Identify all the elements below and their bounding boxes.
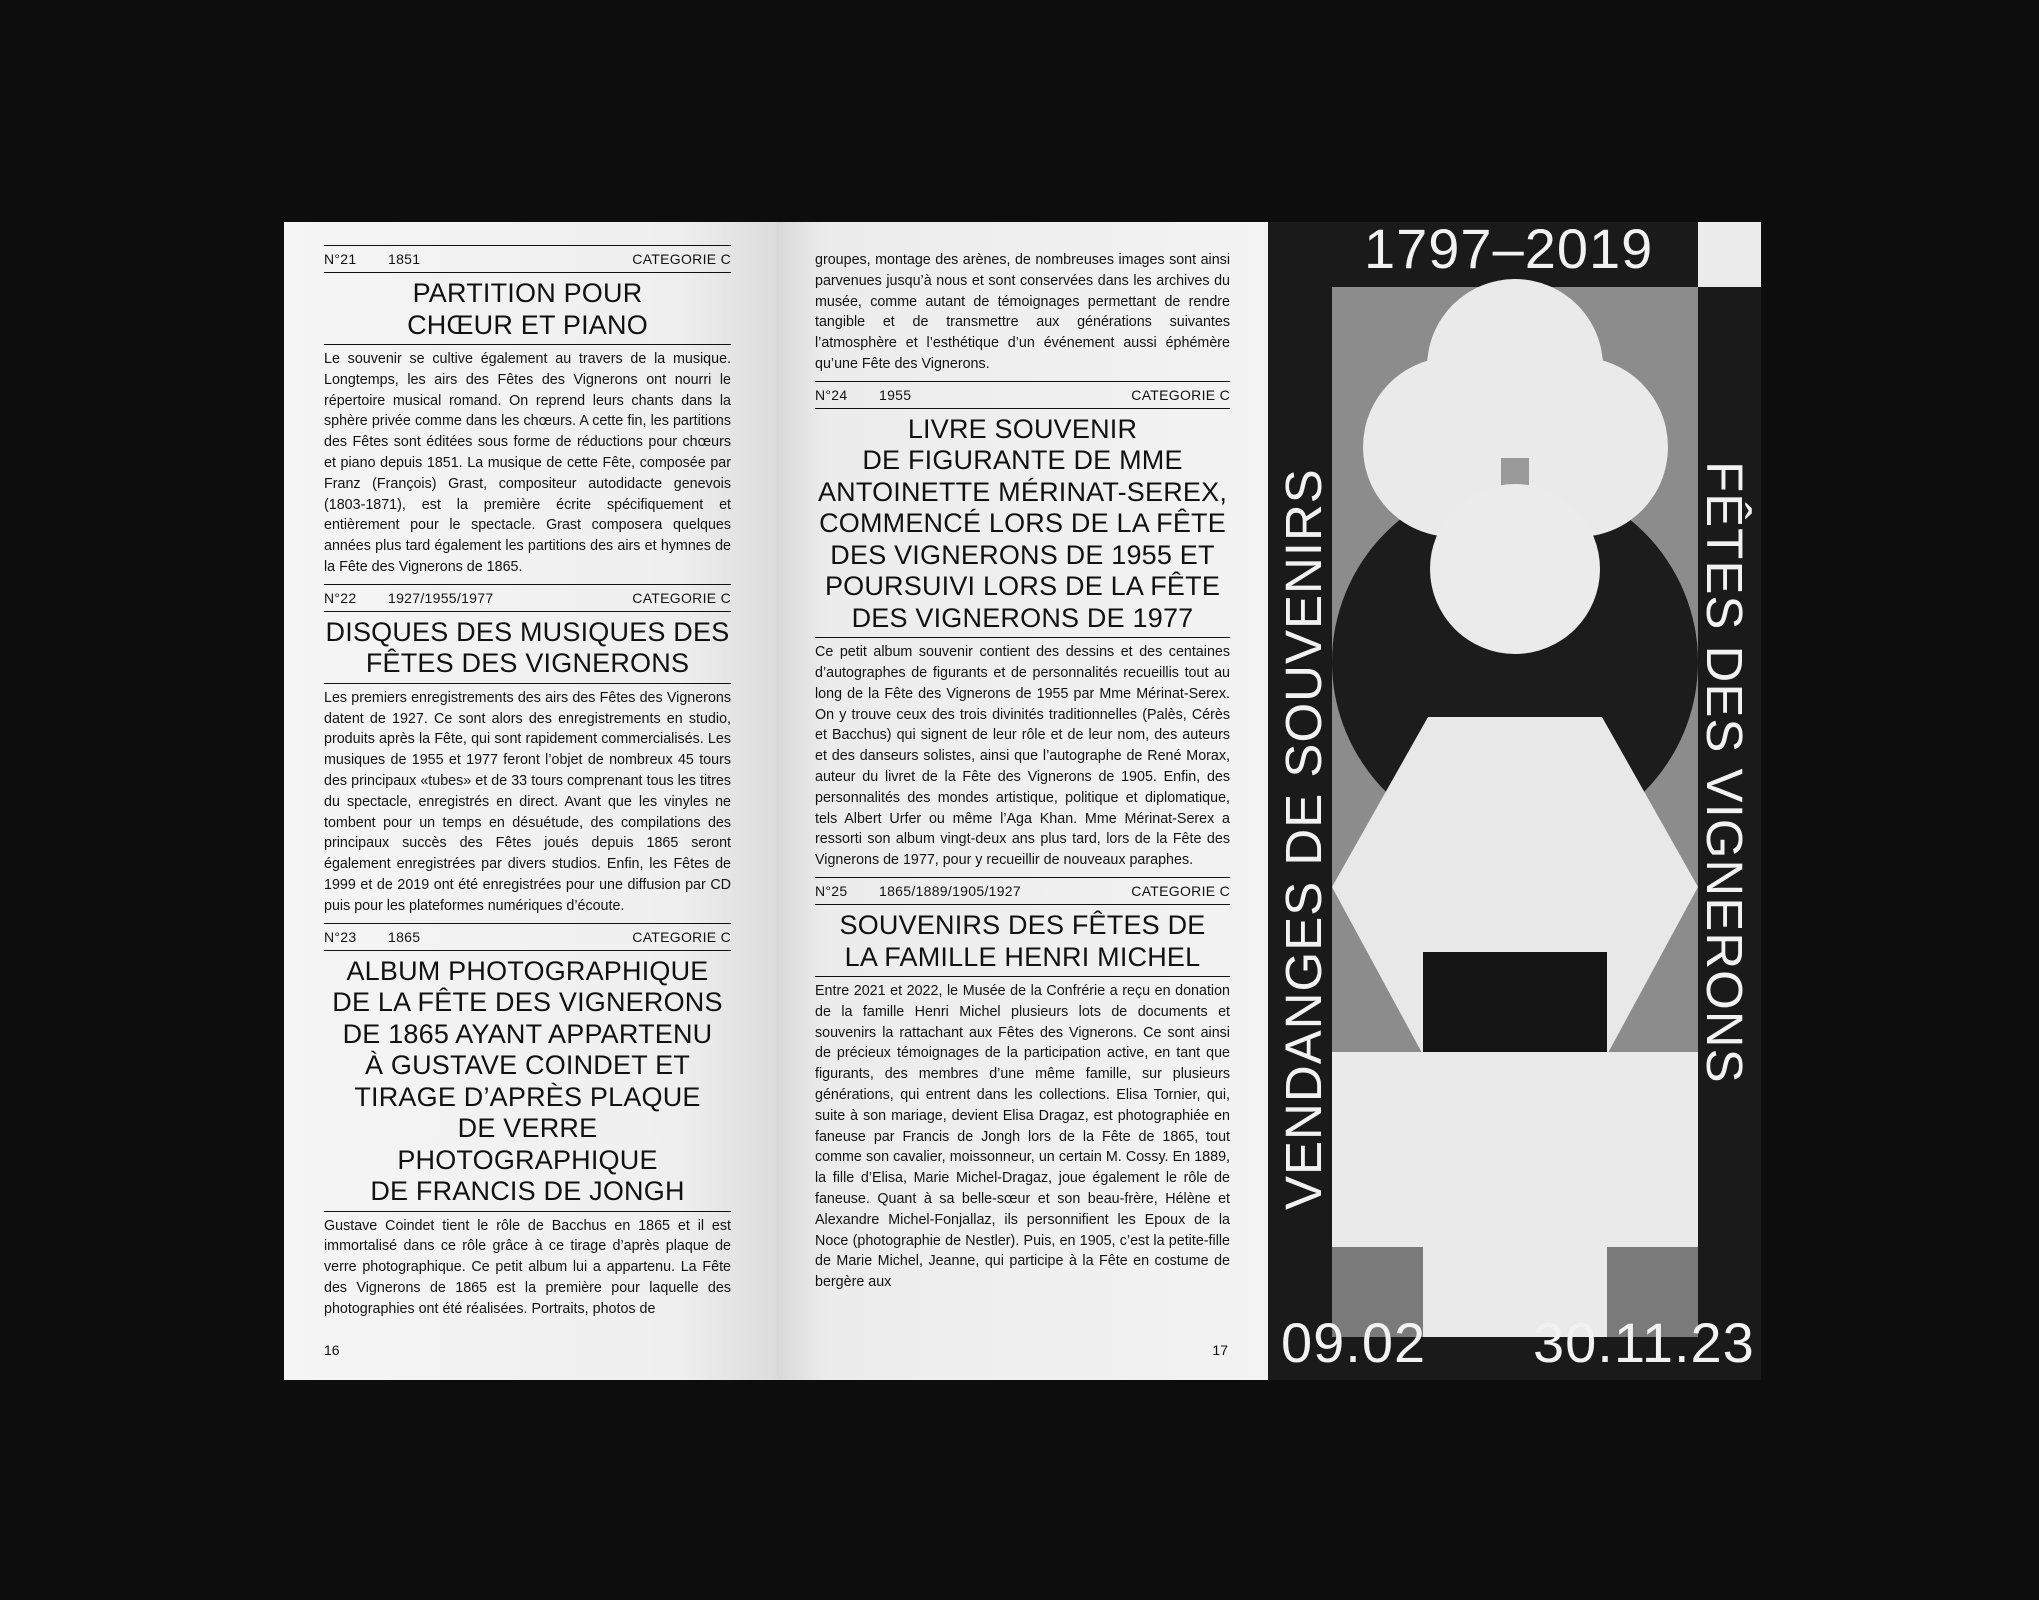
entry-year: 1851 [388, 251, 421, 267]
divider [324, 683, 731, 684]
entry-category: CATEGORIE C [632, 928, 731, 945]
white-band [1332, 1052, 1698, 1247]
entry-22 [324, 584, 731, 917]
divider [324, 1211, 731, 1212]
page-number: 17 [1212, 1342, 1228, 1358]
entry-category: CATEGORIE C [632, 589, 731, 606]
entry-title: DISQUES DES MUSIQUES DES FÊTES DES VIGNERONS [325, 616, 730, 679]
entry-title: ALBUM PHOTOGRAPHIQUE DE LA FÊTE DES VIGNERONS DE 1865 AYANT APPARTENU À GUSTAVE COINDET ET TIRAGE D’APRÈS PLAQUE DE VERRE PHOTOGRAPHIQUE DE FRANCIS DE JONGH [332, 955, 723, 1207]
cover-date-start: 09.02 [1281, 1311, 1427, 1374]
entry-body: Ce petit album souvenir contient des dessins et des centaines d’autographes de figurants et de personnalités recueillis tout au long de la Fête des Vignerons de 1955 par Mme Mérinat-Serex. On y trouve ceux des trois divinités traditionnelles (Palès, Cérès et Bacchus) qui signent de leur rôle et de leur nom, des auteurs et des danseurs solistes, ainsi que l’autographe de René Morax, auteur du livret de la Fête des Vignerons de 1905. Enfin, des personnalités des mondes artistique, politique et diplomatique, tels Albert Urfer ou même l’Aga Khan. Mme Mérinat-Serex a ressorti son album vingt-deux ans plus tard, lors de la Fête des Vignerons de 1977, pour y recueillir de nouveaux paraphes. [815, 644, 1230, 869]
entry-year: 1865/1889/1905/1927 [879, 883, 1021, 900]
entry-number: N°24 [815, 386, 848, 403]
left-page [284, 222, 777, 1380]
right-page [777, 222, 1268, 1380]
entry-24 [815, 381, 1230, 871]
entry-header [815, 381, 1230, 409]
corner-square [1698, 222, 1761, 287]
entry-category: CATEGORIE C [1131, 883, 1230, 900]
entry-title: PARTITION POUR CHŒUR ET PIANO [407, 278, 648, 340]
entry-number: N°23 [324, 928, 357, 945]
entry-header [815, 877, 1230, 905]
black-rectangle [1423, 952, 1607, 1052]
page-number: 16 [324, 1342, 340, 1358]
entry-category: CATEGORIE C [632, 251, 731, 267]
white-circle [1430, 484, 1600, 654]
entry-body: Les premiers enregistrements des airs des Fêtes des Vignerons datent de 1927. Ce sont alors des enregistrements en studio, produits après la Fête, qui sont rapidement commercialisés. Les musiques de 1955 et 1977 feront l’objet de nombreux 45 tours des principaux «tubes» et de 33 tours comprenant tous les titres du spectacle, enregistrés en direct. Avant que les vinyles ne tombent pour un temps en désuétude, des compilations des principaux succès des Fêtes joués depuis 1865 seront également enregistrées par divers studios. Enfin, les Fêtes de 1999 et de 2019 ont été enregistrées pour une diffusion par CD puis pour les plateformes numériques d’écoute. [324, 689, 731, 914]
entry-number: N°22 [324, 589, 357, 606]
entry-title: SOUVENIRS DES FÊTES DE LA FAMILLE HENRI MICHEL [839, 910, 1206, 972]
entry-header [324, 584, 731, 612]
entry-23 [324, 923, 731, 1320]
geometric-artwork [1268, 222, 1761, 1380]
divider [815, 637, 1230, 638]
entry-body: Gustave Coindet tient le rôle de Bacchus en 1865 et il est immortalisé dans ce rôle grâce à ce tirage d’après plaque de verre photographique. Ce petit album lui a appartenu. La Fête des Vignerons de 1865 est la première pour laquelle des photographies ont été réalisées. Portraits, photos de [324, 1217, 731, 1317]
continued-text: groupes, montage des arènes, de nombreuses images sont ainsi parvenues jusqu’à nous et sont conservées dans les archives du musée, comme autant de témoignages permettant de rendre tangible et de transmettre aux générations suivantes l’atmosphère et l’esthétique d’un événement aussi éphémère qu’une Fête des Vignerons. [815, 252, 1230, 372]
entry-year: 1927/1955/1977 [388, 589, 494, 606]
entry-body: Entre 2021 et 2022, le Musée de la Confrérie a reçu en donation de la famille Henri Michel plusieurs lots de documents et souvenirs la rattachant aux Fêtes des Vignerons. Ce sont ainsi de précieux témoignages de la participation active, en tant que figurants, des membres d’une même famille, sur plusieurs générations, qui entrent dans les collections. Elisa Tornier, qui, suite à son mariage, devient Elisa Dragaz, est photographiée en faneuse par Francis de Jongh lors de la Fête de 1865, tout comme son cavalier, moissonneur, un certain M. Cossy. En 1889, la fille d’Elisa, Marie Michel-Dragaz, joue également le rôle de faneuse. Quant à sa belle-sœur et son beau-frère, Hélène et Alexandre Michel-Fonjallaz, ils personnifient les Epoux de la Noce (photographie de Nestler). Puis, en 1905, c’est la petite-fille de Marie Michel, Jeanne, qui participe à la Fête en costume de bergère aux [815, 983, 1230, 1291]
entry-25 [815, 877, 1230, 1293]
entry-number: N°25 [815, 883, 848, 900]
divider [815, 976, 1230, 977]
divider [324, 344, 731, 345]
entry-21 [324, 245, 731, 578]
small-square [1501, 458, 1529, 486]
back-cover [1268, 222, 1761, 1380]
entry-body: Le souvenir se cultive également au travers de la musique. Longtemps, les airs des Fêtes des Vignerons ont nourri le répertoire musical romand. On reprend leurs chants dans la sphère privée comme dans les chœurs. A cette fin, les partitions des Fêtes sont éditées sous forme de réductions pour chœurs et piano depuis 1851. La musique de cette Fête, composée par Franz (François) Grast, compositeur autodidacte genevois (1803-1871), est la première écrite spécifiquement et entièrement pour le spectacle. Grast composera quelques années plus tard également les partitions des airs et hymnes de la Fête des Vignerons de 1865. [324, 351, 731, 575]
entry-number: N°21 [324, 251, 357, 267]
entry-title: LIVRE SOUVENIR DE FIGURANTE DE MME ANTOINETTE MÉRINAT-SEREX, COMMENCÉ LORS DE LA FÊTE DES VIGNERONS DE 1955 ET POURSUIVI LORS DE LA FÊTE DES VIGNERONS DE 1977 [817, 413, 1228, 633]
entry-header [324, 923, 731, 951]
cover-date-end: 30.11.23 [1533, 1311, 1755, 1374]
cover-years: 1797–2019 [1364, 222, 1654, 280]
entry-header [324, 245, 731, 273]
entry-year: 1865 [388, 928, 421, 945]
entry-category: CATEGORIE C [1131, 386, 1230, 403]
cover-vertical-right: FÊTES DES VIGNERONS [1696, 461, 1753, 1084]
cover-vertical-left: VENDANGES DE SOUVENIRS [1275, 468, 1332, 1210]
entry-year: 1955 [879, 386, 912, 403]
